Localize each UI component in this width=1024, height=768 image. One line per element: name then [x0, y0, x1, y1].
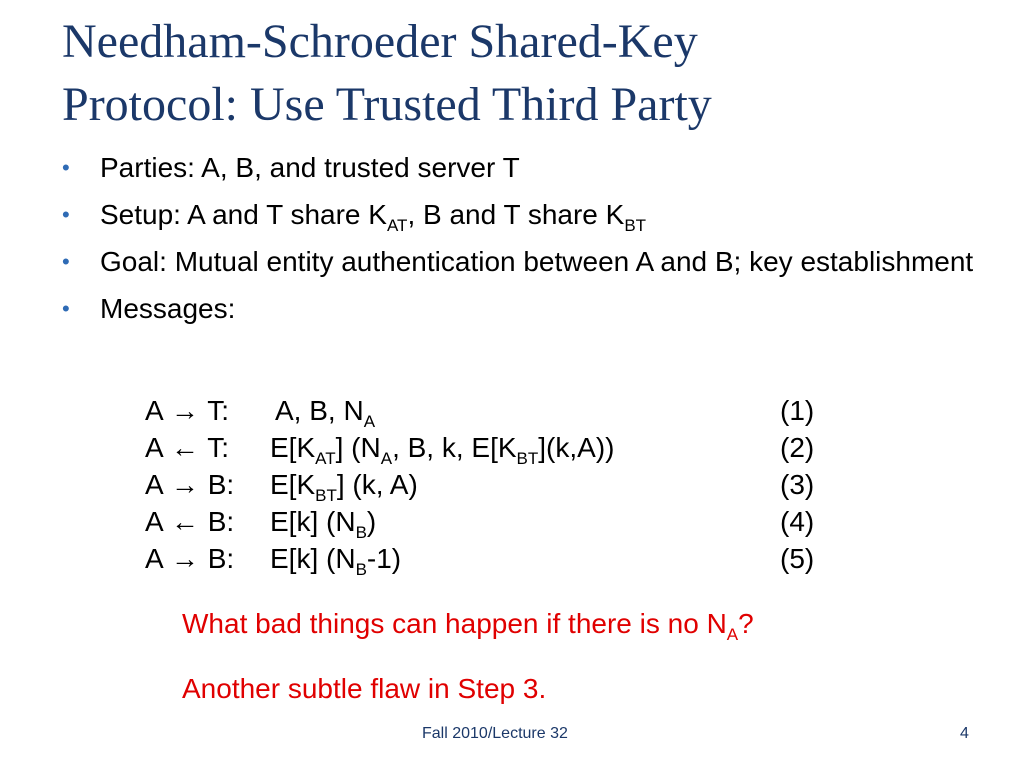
- content-part: E[k] (N: [270, 506, 356, 537]
- right-arrow-icon: →: [170, 543, 199, 574]
- message-number: (1): [780, 395, 815, 426]
- bullet-text: Parties: A, B, and trusted server T: [100, 152, 520, 183]
- bullet-dot-icon: •: [62, 202, 70, 227]
- message-number: (2): [780, 432, 815, 463]
- message-parties: [145, 429, 229, 466]
- sender: A: [145, 432, 163, 463]
- question-no-nonce: [182, 608, 754, 644]
- receiver: B:: [207, 543, 235, 574]
- title-line-1: Needham-Schroeder Shared-Key: [62, 15, 698, 68]
- left-arrow-icon: ←: [170, 432, 199, 463]
- bullet-messages: [62, 291, 1012, 326]
- question-text: What bad things can happen if there is no N: [182, 608, 727, 639]
- message-row-3: [0, 466, 1024, 503]
- message-parties: [145, 466, 234, 503]
- receiver: T:: [207, 395, 229, 426]
- bullet-list: [62, 150, 1012, 338]
- footer-lecture: Fall 2010/Lecture 32: [422, 725, 568, 742]
- message-content: [270, 540, 401, 577]
- receiver: B:: [207, 506, 235, 537]
- bullet-goal: [62, 244, 1012, 279]
- receiver: T:: [207, 432, 229, 463]
- message-number: (5): [780, 543, 815, 574]
- subscript: AT: [315, 449, 336, 468]
- content-part: ): [366, 506, 377, 537]
- message-row-4: [0, 503, 1024, 540]
- message-row-1: [0, 392, 1024, 429]
- message-content: [270, 466, 418, 503]
- content-part: -1): [366, 543, 402, 574]
- subscript: BT: [315, 486, 337, 505]
- content-part: , B, k, E[K: [392, 432, 517, 463]
- protocol-messages: [0, 392, 1024, 577]
- subscript: A: [380, 449, 393, 468]
- content-part: E[K: [270, 432, 316, 463]
- right-arrow-icon: →: [170, 469, 199, 500]
- content-part: ](k,A)): [538, 432, 615, 463]
- bullet-text: Goal: Mutual entity authentication between A and B; key establishment: [100, 246, 974, 277]
- page-number: 4: [960, 725, 969, 742]
- content-part: ] (N: [335, 432, 381, 463]
- subscript: B: [355, 523, 367, 542]
- message-number: (3): [780, 469, 815, 500]
- bullet-dot-icon: •: [62, 249, 70, 274]
- bullet-text-part: Setup: A and T share K: [100, 199, 387, 230]
- bullet-dot-icon: •: [62, 296, 70, 321]
- message-row-5: [0, 540, 1024, 577]
- question-mark: ?: [738, 608, 754, 639]
- bullet-text-part: , B and T share K: [407, 199, 625, 230]
- left-arrow-icon: ←: [170, 506, 199, 537]
- subscript: A: [363, 412, 376, 431]
- sender: A: [145, 506, 163, 537]
- subscript: A: [726, 625, 739, 644]
- subscript: B: [355, 560, 367, 579]
- message-parties: [145, 540, 234, 577]
- bullet-parties: [62, 150, 1012, 185]
- message-number: (4): [780, 506, 815, 537]
- content-part: A, B, N: [275, 395, 364, 426]
- sender: A: [145, 469, 163, 500]
- message-content: [270, 503, 376, 540]
- message-row-2: [0, 429, 1024, 466]
- title-line-2: Protocol: Use Trusted Third Party: [62, 78, 712, 131]
- message-content: [270, 429, 615, 466]
- subscript: AT: [386, 216, 408, 235]
- subscript: BT: [516, 449, 539, 468]
- slide-title: [62, 10, 1002, 136]
- subscript: BT: [624, 216, 647, 235]
- message-parties: [145, 392, 229, 429]
- message-content: [275, 392, 375, 429]
- content-part: E[k] (N: [270, 543, 356, 574]
- bullet-dot-icon: •: [62, 155, 70, 180]
- message-parties: [145, 503, 234, 540]
- sender: A: [145, 395, 163, 426]
- bullet-text: Messages:: [100, 293, 236, 324]
- right-arrow-icon: →: [170, 395, 199, 426]
- question-subtle-flaw: Another subtle flaw in Step 3.: [182, 673, 547, 704]
- bullet-setup: [62, 197, 1012, 235]
- receiver: B:: [207, 469, 235, 500]
- sender: A: [145, 543, 163, 574]
- content-part: ] (k, A): [336, 469, 418, 500]
- content-part: E[K: [270, 469, 316, 500]
